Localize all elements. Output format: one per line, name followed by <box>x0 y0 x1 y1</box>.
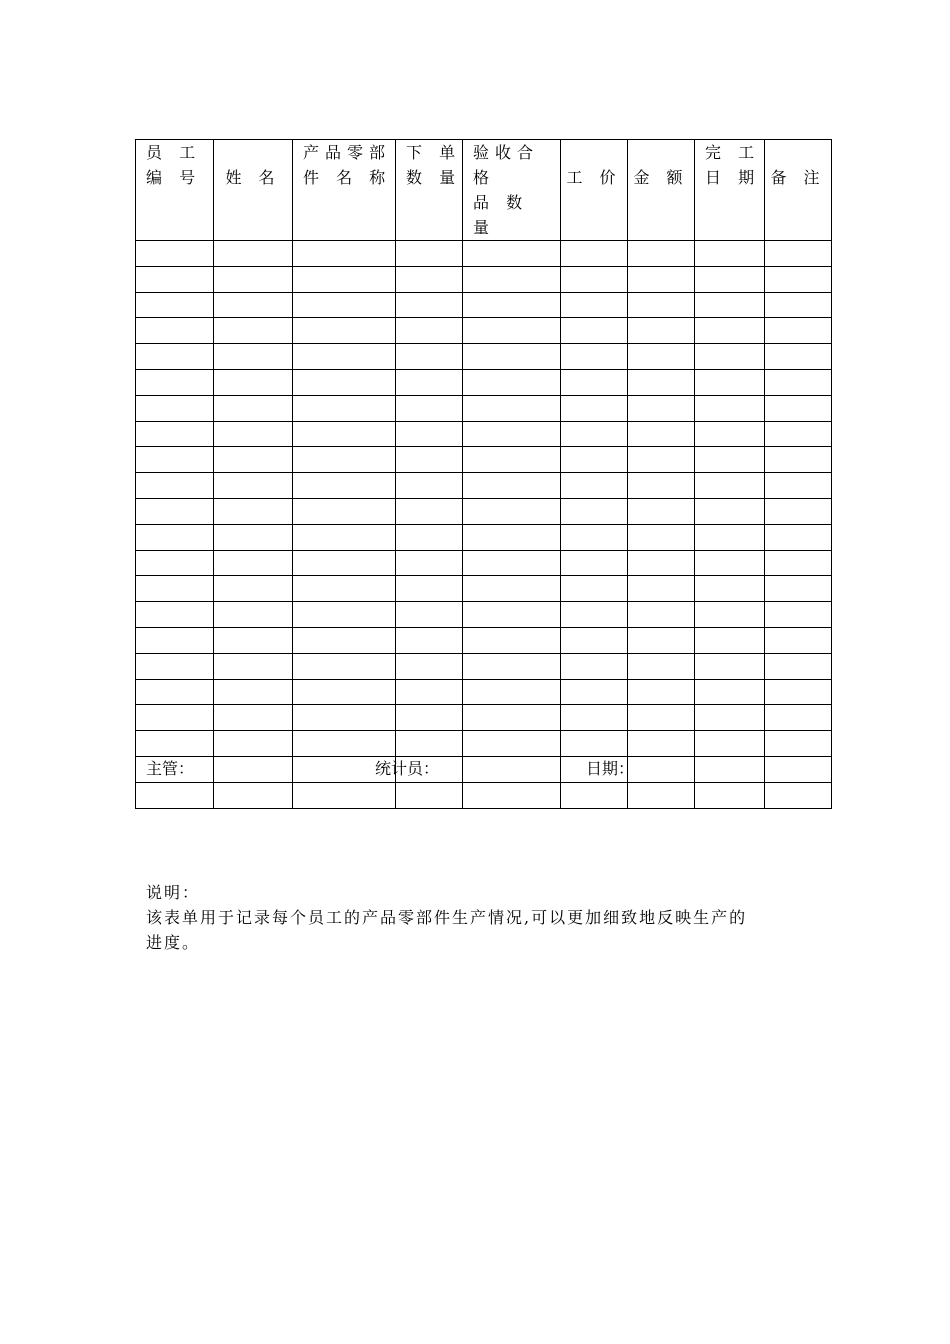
table-body <box>136 241 832 809</box>
table-cell[interactable] <box>628 473 695 499</box>
table-row <box>136 731 832 757</box>
table-cell[interactable] <box>293 447 396 473</box>
table-cell[interactable] <box>695 756 765 782</box>
table-cell[interactable] <box>396 679 463 705</box>
table-row <box>136 550 832 576</box>
header-accepted-qty: 验收合格 品 数 量 <box>463 140 561 241</box>
table-cell[interactable] <box>463 344 561 370</box>
header-employee-id: 员 工 编 号 <box>136 140 214 241</box>
table-cell[interactable] <box>628 653 695 679</box>
table-cell[interactable] <box>765 602 832 628</box>
table-row <box>136 576 832 602</box>
table-cell[interactable] <box>695 524 765 550</box>
table-cell[interactable] <box>396 266 463 292</box>
table-cell[interactable] <box>214 498 293 524</box>
table-cell[interactable] <box>628 292 695 318</box>
table-cell[interactable] <box>136 421 214 447</box>
table-cell[interactable] <box>293 344 396 370</box>
table-cell[interactable] <box>463 292 561 318</box>
table-cell[interactable] <box>396 705 463 731</box>
table-cell[interactable] <box>463 498 561 524</box>
table-cell[interactable] <box>765 705 832 731</box>
table-cell[interactable] <box>561 705 628 731</box>
table-cell[interactable] <box>214 473 293 499</box>
table-cell[interactable] <box>214 602 293 628</box>
table-cell[interactable] <box>396 241 463 267</box>
table-cell[interactable] <box>628 705 695 731</box>
table-cell[interactable] <box>463 318 561 344</box>
table-cell[interactable] <box>628 576 695 602</box>
table-cell[interactable] <box>293 318 396 344</box>
table-cell[interactable] <box>293 782 396 808</box>
table-cell[interactable] <box>214 653 293 679</box>
table-cell[interactable] <box>136 550 214 576</box>
table-cell[interactable] <box>628 395 695 421</box>
table-row <box>136 756 832 782</box>
table-cell[interactable] <box>293 421 396 447</box>
table-cell[interactable] <box>136 292 214 318</box>
table-cell[interactable] <box>293 292 396 318</box>
table-row <box>136 421 832 447</box>
table-cell[interactable] <box>765 266 832 292</box>
table-cell[interactable] <box>463 576 561 602</box>
table-row <box>136 653 832 679</box>
table-row <box>136 782 832 808</box>
table-cell[interactable] <box>463 473 561 499</box>
table-cell[interactable] <box>561 550 628 576</box>
table-cell[interactable] <box>136 473 214 499</box>
table-cell[interactable] <box>396 498 463 524</box>
table-cell[interactable] <box>396 395 463 421</box>
table-cell[interactable] <box>136 395 214 421</box>
table-row <box>136 498 832 524</box>
table-cell[interactable] <box>695 653 765 679</box>
table-cell[interactable] <box>136 344 214 370</box>
table-cell[interactable] <box>765 318 832 344</box>
table-cell[interactable] <box>214 782 293 808</box>
table-cell[interactable] <box>293 679 396 705</box>
table-cell[interactable] <box>136 266 214 292</box>
table-cell[interactable] <box>695 705 765 731</box>
notes-title: 说明： <box>146 883 201 902</box>
table-cell[interactable] <box>695 344 765 370</box>
table-row <box>136 447 832 473</box>
table-cell[interactable] <box>214 266 293 292</box>
table-cell[interactable] <box>293 627 396 653</box>
table-cell[interactable] <box>214 318 293 344</box>
table-row <box>136 524 832 550</box>
table-cell[interactable] <box>214 421 293 447</box>
table-cell[interactable] <box>561 473 628 499</box>
table-cell[interactable] <box>695 318 765 344</box>
table-row <box>136 318 832 344</box>
table-cell[interactable] <box>765 627 832 653</box>
header-completion-date: 完 工 日 期 <box>695 140 765 241</box>
table-cell[interactable] <box>628 550 695 576</box>
table-cell[interactable] <box>561 292 628 318</box>
table-cell[interactable] <box>765 576 832 602</box>
table-cell[interactable] <box>628 447 695 473</box>
table-cell[interactable] <box>293 498 396 524</box>
table-cell[interactable] <box>628 344 695 370</box>
table-cell[interactable] <box>463 627 561 653</box>
table-cell[interactable] <box>695 266 765 292</box>
table-cell[interactable] <box>561 602 628 628</box>
table-cell[interactable] <box>136 498 214 524</box>
table-cell[interactable] <box>293 653 396 679</box>
table-cell[interactable] <box>463 756 561 782</box>
table-cell[interactable] <box>695 498 765 524</box>
table-cell[interactable] <box>214 627 293 653</box>
table-cell[interactable] <box>396 369 463 395</box>
table-cell[interactable] <box>136 731 214 757</box>
table-cell[interactable] <box>136 369 214 395</box>
table-cell[interactable] <box>136 318 214 344</box>
table-row <box>136 395 832 421</box>
table-cell[interactable] <box>293 550 396 576</box>
table-cell[interactable] <box>628 782 695 808</box>
table-cell[interactable] <box>628 241 695 267</box>
header-order-qty: 下 单 数 量 <box>396 140 463 241</box>
table-cell[interactable] <box>695 576 765 602</box>
table-cell[interactable] <box>463 782 561 808</box>
table-cell[interactable] <box>561 318 628 344</box>
table-cell[interactable] <box>214 344 293 370</box>
table-row <box>136 292 832 318</box>
table-cell[interactable] <box>463 266 561 292</box>
table-cell[interactable] <box>765 756 832 782</box>
table-cell[interactable] <box>214 395 293 421</box>
table-cell[interactable] <box>561 627 628 653</box>
table-cell[interactable] <box>695 369 765 395</box>
table-cell[interactable] <box>561 266 628 292</box>
table-cell[interactable] <box>463 731 561 757</box>
table-cell[interactable] <box>628 369 695 395</box>
table-cell[interactable] <box>765 421 832 447</box>
table-cell[interactable] <box>214 550 293 576</box>
table-cell[interactable] <box>695 550 765 576</box>
table-cell[interactable] <box>463 369 561 395</box>
table-cell[interactable] <box>293 395 396 421</box>
table-cell[interactable] <box>463 524 561 550</box>
table-cell[interactable] <box>765 473 832 499</box>
notes-line-2: 进度。 <box>146 933 201 952</box>
table-cell[interactable] <box>561 731 628 757</box>
table-cell[interactable] <box>396 447 463 473</box>
table-cell[interactable] <box>628 602 695 628</box>
table-row <box>136 473 832 499</box>
table-row <box>136 344 832 370</box>
table-cell[interactable] <box>214 369 293 395</box>
table-cell[interactable] <box>136 524 214 550</box>
table-cell[interactable] <box>695 679 765 705</box>
table-cell[interactable] <box>214 705 293 731</box>
table-cell[interactable] <box>396 344 463 370</box>
table-cell[interactable] <box>396 782 463 808</box>
table-cell[interactable] <box>396 602 463 628</box>
table-row <box>136 241 832 267</box>
table-cell[interactable] <box>396 318 463 344</box>
table-cell[interactable] <box>136 447 214 473</box>
table-cell[interactable] <box>561 344 628 370</box>
table-cell[interactable] <box>628 266 695 292</box>
table-cell[interactable] <box>396 653 463 679</box>
table-cell[interactable] <box>293 241 396 267</box>
table-cell[interactable] <box>628 421 695 447</box>
table-cell[interactable] <box>695 292 765 318</box>
table-cell[interactable] <box>396 292 463 318</box>
table-row <box>136 266 832 292</box>
table-cell[interactable] <box>628 679 695 705</box>
table-cell[interactable] <box>561 421 628 447</box>
table-cell[interactable] <box>561 576 628 602</box>
table-cell[interactable] <box>765 447 832 473</box>
table-cell[interactable] <box>214 241 293 267</box>
table-cell[interactable] <box>293 473 396 499</box>
table-row <box>136 627 832 653</box>
table-cell[interactable] <box>214 679 293 705</box>
statistician-label: 统计员： <box>375 759 440 778</box>
table-cell[interactable] <box>396 731 463 757</box>
table-cell[interactable] <box>695 627 765 653</box>
table-cell[interactable] <box>561 498 628 524</box>
table-cell[interactable] <box>765 731 832 757</box>
table-cell[interactable] <box>695 782 765 808</box>
table-row <box>136 679 832 705</box>
table-cell[interactable] <box>214 576 293 602</box>
table-cell[interactable] <box>628 627 695 653</box>
table-cell[interactable] <box>136 705 214 731</box>
table-cell[interactable] <box>628 498 695 524</box>
table-cell[interactable] <box>293 524 396 550</box>
table-cell[interactable] <box>695 447 765 473</box>
table-cell[interactable] <box>765 782 832 808</box>
table-cell[interactable] <box>765 344 832 370</box>
table-cell[interactable] <box>463 395 561 421</box>
table-cell[interactable] <box>463 679 561 705</box>
table-cell[interactable] <box>765 679 832 705</box>
header-part-name: 产品零部 件 名 称 <box>293 140 396 241</box>
table-cell[interactable] <box>396 627 463 653</box>
table-cell[interactable] <box>463 602 561 628</box>
notes-line-1: 该表单用于记录每个员工的产品零部件生产情况,可以更加细致地反映生产的 <box>146 908 748 927</box>
table-cell[interactable] <box>765 550 832 576</box>
date-label: 日期： <box>586 759 635 778</box>
table-cell[interactable] <box>695 421 765 447</box>
table-cell[interactable] <box>561 241 628 267</box>
table-cell[interactable] <box>214 731 293 757</box>
table-cell[interactable] <box>136 602 214 628</box>
table-cell[interactable] <box>561 447 628 473</box>
table-cell[interactable] <box>765 292 832 318</box>
header-remarks: 备 注 <box>765 140 832 241</box>
table-cell[interactable] <box>396 550 463 576</box>
table-cell[interactable] <box>136 782 214 808</box>
table-cell[interactable] <box>695 241 765 267</box>
table-cell[interactable] <box>214 756 293 782</box>
table-cell[interactable] <box>463 550 561 576</box>
table-row <box>136 369 832 395</box>
table-cell[interactable] <box>765 653 832 679</box>
table-cell[interactable] <box>561 679 628 705</box>
table-cell[interactable] <box>136 679 214 705</box>
header-name: 姓 名 <box>214 140 293 241</box>
table-cell[interactable] <box>463 705 561 731</box>
table-header-row <box>136 140 832 241</box>
table-cell[interactable] <box>561 653 628 679</box>
table-cell[interactable] <box>561 369 628 395</box>
table-cell[interactable] <box>561 782 628 808</box>
table-cell[interactable] <box>214 524 293 550</box>
table-cell[interactable] <box>695 473 765 499</box>
table-cell[interactable] <box>136 653 214 679</box>
table-cell[interactable] <box>136 576 214 602</box>
table-cell[interactable] <box>628 524 695 550</box>
table-cell[interactable] <box>293 705 396 731</box>
header-amount: 金 额 <box>628 140 695 241</box>
table-cell[interactable] <box>463 241 561 267</box>
table-cell[interactable] <box>765 241 832 267</box>
table-cell[interactable] <box>695 731 765 757</box>
table-row <box>136 602 832 628</box>
table-cell[interactable] <box>628 756 695 782</box>
table-cell[interactable] <box>765 395 832 421</box>
table-cell[interactable] <box>293 602 396 628</box>
table-cell[interactable] <box>396 576 463 602</box>
table-cell[interactable] <box>463 421 561 447</box>
table-cell[interactable] <box>463 653 561 679</box>
table-cell[interactable] <box>293 369 396 395</box>
header-unit-wage: 工 价 <box>561 140 628 241</box>
table-cell[interactable] <box>695 395 765 421</box>
table-cell[interactable] <box>396 524 463 550</box>
table-cell[interactable] <box>765 524 832 550</box>
table-cell[interactable] <box>561 395 628 421</box>
table-cell[interactable] <box>136 627 214 653</box>
table-cell[interactable] <box>136 241 214 267</box>
table-cell[interactable] <box>293 731 396 757</box>
table-cell[interactable] <box>628 731 695 757</box>
table-cell[interactable] <box>293 266 396 292</box>
table-cell[interactable] <box>293 576 396 602</box>
table-cell[interactable] <box>463 447 561 473</box>
table-row <box>136 705 832 731</box>
table-cell[interactable] <box>214 447 293 473</box>
table-cell[interactable] <box>765 498 832 524</box>
table-cell[interactable] <box>214 292 293 318</box>
table-cell[interactable] <box>396 473 463 499</box>
production-record-table <box>135 139 832 809</box>
table-cell[interactable] <box>396 421 463 447</box>
table-cell[interactable] <box>561 524 628 550</box>
table-cell[interactable] <box>695 602 765 628</box>
table-cell[interactable] <box>765 369 832 395</box>
supervisor-label: 主管： <box>146 759 195 778</box>
table-cell[interactable] <box>628 318 695 344</box>
